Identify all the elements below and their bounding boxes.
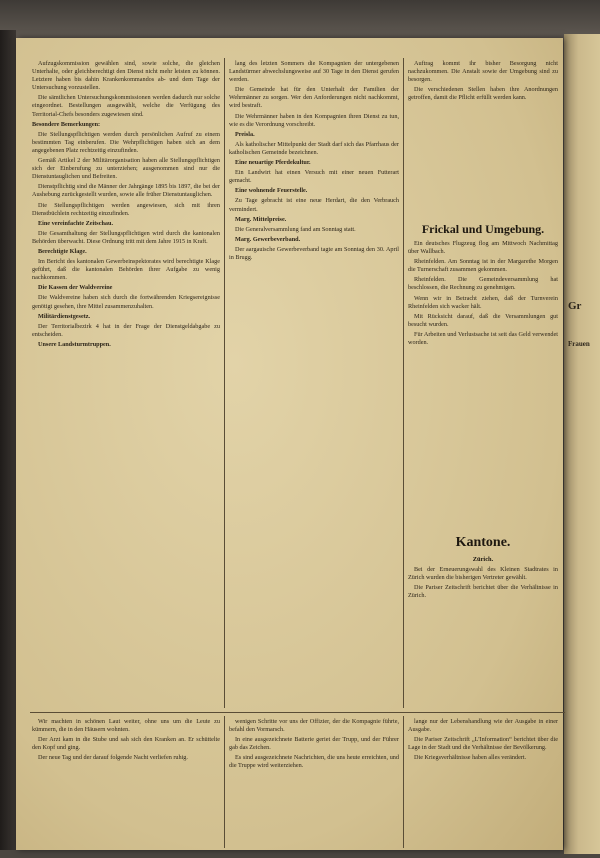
col2-paragraph: Die Generalversammlung fand am Sonntag statt.: [235, 225, 356, 233]
article-column-3-mid: [408, 240, 558, 520]
col2-paragraph: Ein Landwirt hat einen Versuch mit einer neuen Futterart gemacht.: [229, 169, 399, 185]
feuilleton-column-2: [229, 718, 399, 848]
feuilleton-paragraph: lange nur der Lebenshandlung wie der Ausgabe in einer Ausgabe.: [408, 718, 558, 734]
section-title-fricktal: Frickal und Umgebung.: [421, 222, 545, 236]
col1-paragraph: Der Territorialbezirk 4 hat in der Frage der Dienstgeldabgabe zu entscheiden.: [32, 322, 220, 338]
col1-subheading: Besondere Bemerkungen:: [32, 120, 101, 128]
col2-subheading: Marg. Mittelpreise.: [235, 215, 287, 223]
feuilleton-paragraph: Der neue Tag und der darauf folgende Nacht verliefen ruhig.: [38, 754, 188, 762]
article-column-1: [32, 60, 220, 708]
book-spine: [0, 30, 16, 850]
col2-subheading: Marg. Gewerbeverband.: [235, 235, 301, 243]
section-rule: [30, 712, 565, 713]
col2-subheading: Eine wohnende Feuerstelle.: [235, 187, 308, 195]
column-rule-4: [403, 716, 404, 848]
col2-paragraph: Die Gemeinde hat für den Unterhalt der Familien der Wehrmänner zu sorgen. Wer den Anforderungen nicht nachkommt, wird bestraft.: [229, 86, 399, 110]
col1-paragraph: Aufzugskommission gewählen sind, sowie solche, die gleichen Unterhalte, oder gleichberechtigt den Dienst nicht mehr leisten zu können. Letztere haben bis dahin Krankenkommandos ab- und dem Tage der Untersuchung vorzustellen.: [32, 60, 220, 92]
col3-paragraph: Die verschiedenen Stellen haben ihre Anordnungen getroffen, damit die Pflicht erfüllt werden kann.: [408, 86, 558, 102]
feuilleton-paragraph: Der Arzt kam in die Stube und sah sich den Kranken an. Er schüttelte den Kopf und ging.: [32, 736, 220, 752]
col3-paragraph: Rheinfelden. Am Sonntag ist in der Margarethe Morgen die Turnerschaft zusammen gekommen.: [408, 258, 558, 274]
col1-subheading: Militärdienstgesetz.: [38, 312, 91, 320]
col1-paragraph: Dienstpflichtig sind die Männer der Jahrgänge 1895 bis 1897, die bei der Aushebung zurückgestellt wurden, sowie alle früher Dienstuntauglichen.: [32, 183, 220, 199]
col3-paragraph: Rheinfelden. Die Gemeindeversammlung hat beschlossen, die Rechnung zu genehmigen.: [408, 276, 558, 292]
col2-subheading: Preisla.: [235, 130, 255, 138]
col2-subheading: Eine neuartige Pferdekultur.: [235, 159, 311, 167]
col1-subheading: Die Kassen der Waldvereine: [38, 284, 113, 292]
feuilleton-paragraph: Wir machten in schönen Laut weiter, ohne uns um die Leute zu kümmern, die in den Häusern wohnten.: [32, 718, 220, 734]
col3-paragraph: Ein deutsches Flugzeug flog am Mittwoch Nachmittag über Wallbach.: [408, 240, 558, 256]
column-rule-3: [224, 716, 225, 848]
col1-paragraph: Die Stellungspflichtigen werden angewiesen, sich mit ihren Dienstbüchlein rechtzeitig einzufinden.: [32, 201, 220, 217]
col2-paragraph: Zu Tage gebracht ist eine neue Herdart, die den Verbrauch vermindert.: [229, 197, 399, 213]
col1-subheading: Unsere Landsturmtruppen.: [38, 340, 111, 348]
col2-paragraph: lang des letzten Sommers die Kompagnien der untergebenen Landstürmer abwechslungsweise auf 30 Tage in den Dienst gerufen werden.: [229, 60, 399, 84]
facing-page-label-2: Frauen: [568, 340, 590, 348]
col1-paragraph: Die Stellungspflichtigen werden durch persönlichen Aufruf zu einem bestimmten Tag einberufen. Die Wehrpflichtigen haben sich an dem angegebenen Platz rechtzeitig einzufinden.: [32, 130, 220, 154]
col1-paragraph: Im Bericht des kantonalen Gewerbeinspektorates wird berechtigte Klage geführt, daß die kantonalen Behörden ihrer Aufgabe zu wenig nachkommen.: [32, 258, 220, 282]
section-title-kantone: Kantone.: [455, 535, 511, 550]
col2-paragraph: Der aargauische Gewerbeverband tagte am Sonntag den 30. April in Brugg.: [229, 245, 399, 261]
article-column-3-bottom: [408, 566, 558, 708]
col3-paragraph: Mit Rücksicht darauf, daß die Versammlungen gut besucht wurden.: [408, 312, 558, 328]
col1-paragraph: Die sämtlichen Untersuchungskommissionen werden dadurch nur solche eingeordnet. Bestellungen ausgewählt, welche die Verfügung des Territorial-Chefs besonders zugewiesen sind.: [32, 94, 220, 118]
col3-paragraph: Wenn wir in Betracht ziehen, daß der Turnverein Rheinfelden sich wacker hält.: [408, 294, 558, 310]
col3-paragraph: Für Arbeiten und Verlustsache ist seit das Geld verwendet worden.: [408, 330, 558, 347]
feuilleton-paragraph: In eine ausgezeichnete Batterie geriet der Trupp, und der Führer gab das Zeichen.: [229, 736, 399, 752]
article-column-2: [229, 60, 399, 708]
col2-paragraph: Als katholischer Mittelpunkt der Stadt darf sich das Pfarrhaus der katholischen Gemeinde bezeichnen.: [229, 140, 399, 156]
col2-paragraph: Die Wehrmänner haben in den Kompagnien ihren Dienst zu tun, wie es die Verordnung vorschreibt.: [229, 112, 399, 128]
col1-paragraph: Die Waldvereine haben sich durch die fortwährenden Kriegsereignisse genötigt gesehen, ihre Mittel zusammenzuhalten.: [32, 294, 220, 310]
col3-paragraph: Bei der Erneuerungswahl des Kleinen Stadtrates in Zürich wurden die bisherigen Vertreter gewählt.: [408, 566, 558, 582]
feuilleton-paragraph: Die Kriegsverhältnisse haben alles verändert.: [414, 754, 527, 762]
col1-subheading: Eine vereinfachte Zeitschau.: [38, 219, 113, 227]
feuilleton-paragraph: Es sind ausgezeichnete Nachrichten, die uns heute erreichten, und die Truppe wird weiterziehen.: [229, 754, 399, 770]
feuilleton-paragraph: wenigen Schritte vor uns der Offizier, der die Kompagnie führte, befahl den Vormarsch.: [229, 718, 399, 734]
col1-subheading: Berechtigte Klage.: [38, 247, 87, 255]
facing-page-edge: [564, 34, 600, 854]
facing-page-label-1: Gr: [568, 300, 582, 312]
col1-paragraph: Gemäß Artikel 2 der Militärorganisation haben alle Stellungspflichtigen sich der Einberufung zu unterziehen; ausgenommen sind nur die Dienstuntauglichen und Befreiten.: [32, 157, 220, 181]
feuilleton-paragraph: Die Pariser Zeitschrift „L'Information“ berichtet über die Lage in der Stadt und die Verhältnisse der Bevölkerung.: [408, 736, 558, 752]
article-column-3-top: [408, 60, 558, 215]
feuilleton-column-3: [408, 718, 558, 848]
col3-paragraph: Die Pariser Zeitschrift berichtet über die Verhältnisse in Zürich.: [408, 584, 558, 600]
col3-paragraph: Auftrag kommt ihr bisher Besorgung nicht nachzukommen. Die Anstalt sowie der Umgebung sind zu besorgen.: [408, 60, 558, 84]
column-rule-2: [403, 58, 404, 708]
subsection-zurich: Zürich.: [472, 556, 494, 563]
feuilleton-column-1: [32, 718, 220, 848]
column-rule-1: [224, 58, 225, 708]
col1-paragraph: Die Gesamthaltung der Stellungspflichtigen wird durch die kantonalen Behörden überwacht. Diese Ordnung tritt mit dem Jahre 1915 in Kraft.: [32, 229, 220, 245]
